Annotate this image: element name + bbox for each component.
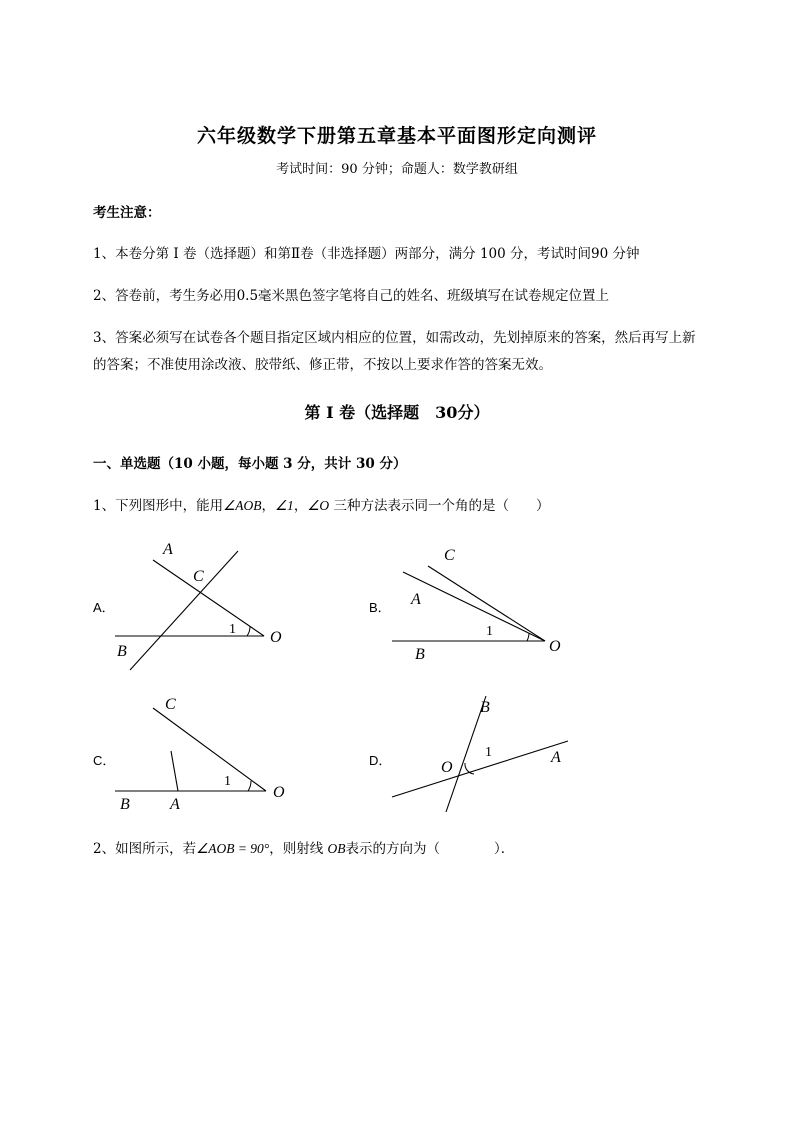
q1-prefix: 1、下列图形中，能用 <box>93 498 224 514</box>
exam-info: 考试时间：90 分钟；命题人：数学教研组 <box>276 162 518 177</box>
fig-a-point-c: C <box>193 568 204 585</box>
fig-a-point-o: O <box>270 629 282 646</box>
q2-mid: ，则射线 <box>269 841 328 857</box>
fig-b-point-o: O <box>549 638 561 655</box>
fig-d-point-b: B <box>480 699 490 716</box>
fig-b-point-a: A <box>411 591 421 608</box>
fig-a-point-b: B <box>117 643 127 660</box>
fig-d-angle-arc <box>465 763 474 774</box>
q1-suffix: 三种方法表示同一个角的是（ ） <box>329 498 550 514</box>
fig-c-point-o: O <box>273 784 285 801</box>
fig-d-point-o: O <box>441 759 453 776</box>
q1-sep2: ， <box>293 498 308 514</box>
fig-c-point-b: B <box>120 796 130 813</box>
fig-b-point-b: B <box>415 646 425 663</box>
fig-c-point-c: C <box>165 696 176 713</box>
q1-symbol-1: ∠1 <box>274 498 294 513</box>
part-title: 一、单选题（10 小题，每小题 3 分，共计 30 分） <box>93 456 407 472</box>
q2-symbol-ob: OB <box>327 841 346 856</box>
notice-item-1: 1、本卷分第 I 卷（选择题）和第Ⅱ卷（非选择题）两部分，满分 100 分，考试时间90 分钟 <box>93 246 640 262</box>
fig-d-point-a: A <box>551 749 561 766</box>
section-title: 第 I 卷（选择题 30分） <box>304 403 490 422</box>
fig-b-point-c: C <box>444 547 455 564</box>
question-2 <box>93 837 514 857</box>
option-c-label: C． <box>93 753 116 768</box>
option-b-label: B． <box>369 600 391 615</box>
notice-item-3-cont: 的答案；不准使用涂改液、胶带纸、修正带，不按以上要求作答的答案无效。 <box>93 357 552 373</box>
fig-b-angle-label: 1 <box>486 624 493 639</box>
option-d-label: D． <box>369 753 392 768</box>
fig-a-point-a: A <box>163 541 173 558</box>
fig-d-line-oa <box>392 741 568 797</box>
fig-a-angle-label: 1 <box>229 622 236 637</box>
notice-heading: 考生注意： <box>93 205 161 221</box>
q1-symbol-o: ∠O <box>307 498 330 513</box>
q1-sep1: ， <box>261 498 275 514</box>
fig-c-point-a: A <box>170 796 180 813</box>
option-a-label: A． <box>93 600 115 615</box>
q2-prefix: 2、如图所示，若 <box>93 841 197 857</box>
q2-symbol-aob: ∠AOB = 90° <box>196 841 270 856</box>
notice-item-2: 2、答卷前，考生务必用0.5毫米黑色签字笔将自己的姓名、班级填写在试卷规定位置上 <box>93 288 610 304</box>
notice-item-3: 3、答案必须写在试卷各个题目指定区域内相应的位置，如需改动，先划掉原来的答案，然后再写上新 <box>93 330 696 346</box>
q1-symbol-aob: ∠AOB <box>223 498 262 513</box>
fig-d-angle-label: 1 <box>485 745 492 760</box>
page-title: 六年级数学下册第五章基本平面图形定向测评 <box>196 125 597 147</box>
fig-c-angle-label: 1 <box>224 774 231 789</box>
q2-suffix: 表示的方向为（ ）． <box>345 841 515 857</box>
